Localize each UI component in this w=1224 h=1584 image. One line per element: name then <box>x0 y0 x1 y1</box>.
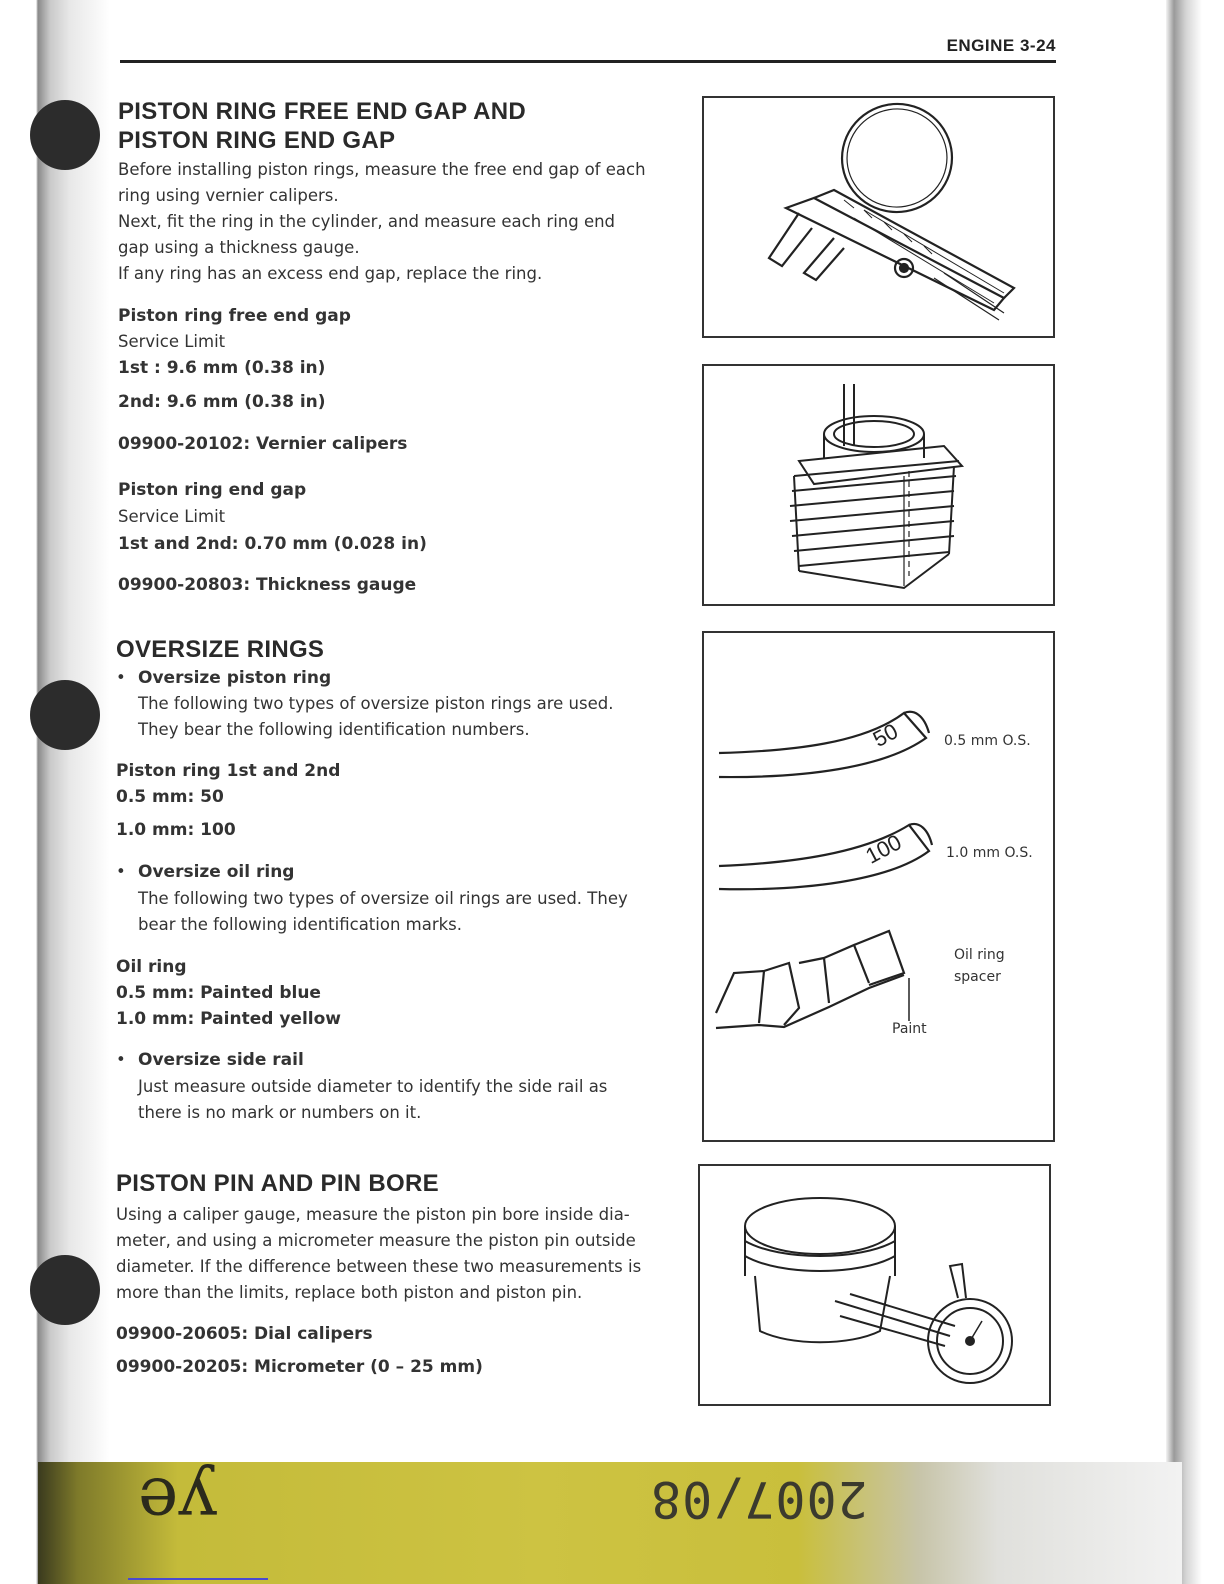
figure-thickness-gauge <box>702 364 1055 606</box>
paragraph-line: They bear the following identification numbers. <box>138 720 530 739</box>
section-title: OVERSIZE RINGS <box>116 636 325 663</box>
piston-illustration <box>700 1166 1049 1404</box>
spec-label: Piston ring end gap <box>118 480 307 500</box>
ring-mark-100: 100 <box>861 829 906 869</box>
label-oil-ring: Oil ring <box>954 947 1005 963</box>
label-spacer: spacer <box>954 969 1001 985</box>
rings-illustration <box>704 633 1053 1140</box>
punch-hole <box>30 100 100 170</box>
punch-hole <box>30 1255 100 1325</box>
caliper-illustration <box>704 98 1053 336</box>
section-title-line1: PISTON RING FREE END GAP AND <box>118 98 527 125</box>
handwriting: ye <box>138 1462 217 1541</box>
figure-dial-calipers <box>698 1164 1051 1406</box>
spec-label: Piston ring 1st and 2nd <box>116 761 341 781</box>
figure-vernier-calipers <box>702 96 1055 338</box>
date-stamp: 2007/08 <box>650 1470 868 1528</box>
tool-reference: 09900-20605: Dial calipers <box>116 1324 373 1344</box>
spec-label: Piston ring free end gap <box>118 306 351 326</box>
spec-value: 0.5 mm: Painted blue <box>116 983 321 1003</box>
service-limit-label: Service Limit <box>118 332 226 351</box>
tool-reference: 09900-20102: Vernier calipers <box>118 434 408 454</box>
section-title-line2: PISTON RING END GAP <box>118 127 396 154</box>
paragraph-line: Using a caliper gauge, measure the piston pin bore inside dia- <box>116 1205 630 1224</box>
punch-hole <box>30 680 100 750</box>
label-paint: Paint <box>892 1021 927 1037</box>
spec-value: 0.5 mm: 50 <box>116 787 224 807</box>
paragraph-line: Just measure outside diameter to identify the side rail as <box>138 1077 608 1096</box>
bullet-title: Oversize piston ring <box>138 668 332 688</box>
spec-value: 2nd: 9.6 mm (0.38 in) <box>118 392 326 412</box>
page-header <box>120 34 1056 63</box>
bullet-icon: • <box>116 1050 126 1069</box>
paragraph-line: bear the following identification marks. <box>138 915 463 934</box>
service-limit-label: Service Limit <box>118 507 226 526</box>
label-05-os: 0.5 mm O.S. <box>944 733 1031 749</box>
paragraph-line: meter, and using a micrometer measure the piston pin outside <box>116 1231 636 1250</box>
paragraph-line: more than the limits, replace both piston and piston pin. <box>116 1283 583 1302</box>
spec-value: 1st : 9.6 mm (0.38 in) <box>118 358 326 378</box>
ring-mark-50: 50 <box>868 718 903 752</box>
bullet-title: Oversize oil ring <box>138 862 295 882</box>
bullet-icon: • <box>116 862 126 881</box>
binding-edge <box>0 0 110 1584</box>
paragraph-line: ring using vernier calipers. <box>118 186 339 205</box>
paragraph-line: Before installing piston rings, measure the free end gap of each <box>118 160 646 179</box>
tool-reference: 09900-20205: Micrometer (0 – 25 mm) <box>116 1357 483 1377</box>
paragraph-line: The following two types of oversize piston rings are used. <box>138 694 614 713</box>
spec-value: 1.0 mm: 100 <box>116 820 236 840</box>
paragraph-line: gap using a thickness gauge. <box>118 238 360 257</box>
tool-reference: 09900-20803: Thickness gauge <box>118 575 417 595</box>
cylinder-illustration <box>704 366 1053 604</box>
spec-value: 1.0 mm: Painted yellow <box>116 1009 341 1029</box>
paragraph-line: If any ring has an excess end gap, replace the ring. <box>118 264 543 283</box>
label-10-os: 1.0 mm O.S. <box>946 845 1033 861</box>
page-right-edge <box>1166 0 1224 1584</box>
bullet-title: Oversize side rail <box>138 1050 304 1070</box>
spec-label: Oil ring <box>116 957 187 977</box>
page-reference: ENGINE 3-24 <box>946 36 1056 55</box>
bullet-icon: • <box>116 668 126 687</box>
spec-value: 1st and 2nd: 0.70 mm (0.028 in) <box>118 534 427 554</box>
paragraph-line: diameter. If the difference between these two measurements is <box>116 1257 642 1276</box>
paragraph-line: there is no mark or numbers on it. <box>138 1103 422 1122</box>
figure-oversize-rings <box>702 631 1055 1142</box>
section-title: PISTON PIN AND PIN BORE <box>116 1170 439 1197</box>
paragraph-line: Next, fit the ring in the cylinder, and measure each ring end <box>118 212 616 231</box>
scan-line <box>128 1578 268 1580</box>
paragraph-line: The following two types of oversize oil rings are used. They <box>138 889 628 908</box>
